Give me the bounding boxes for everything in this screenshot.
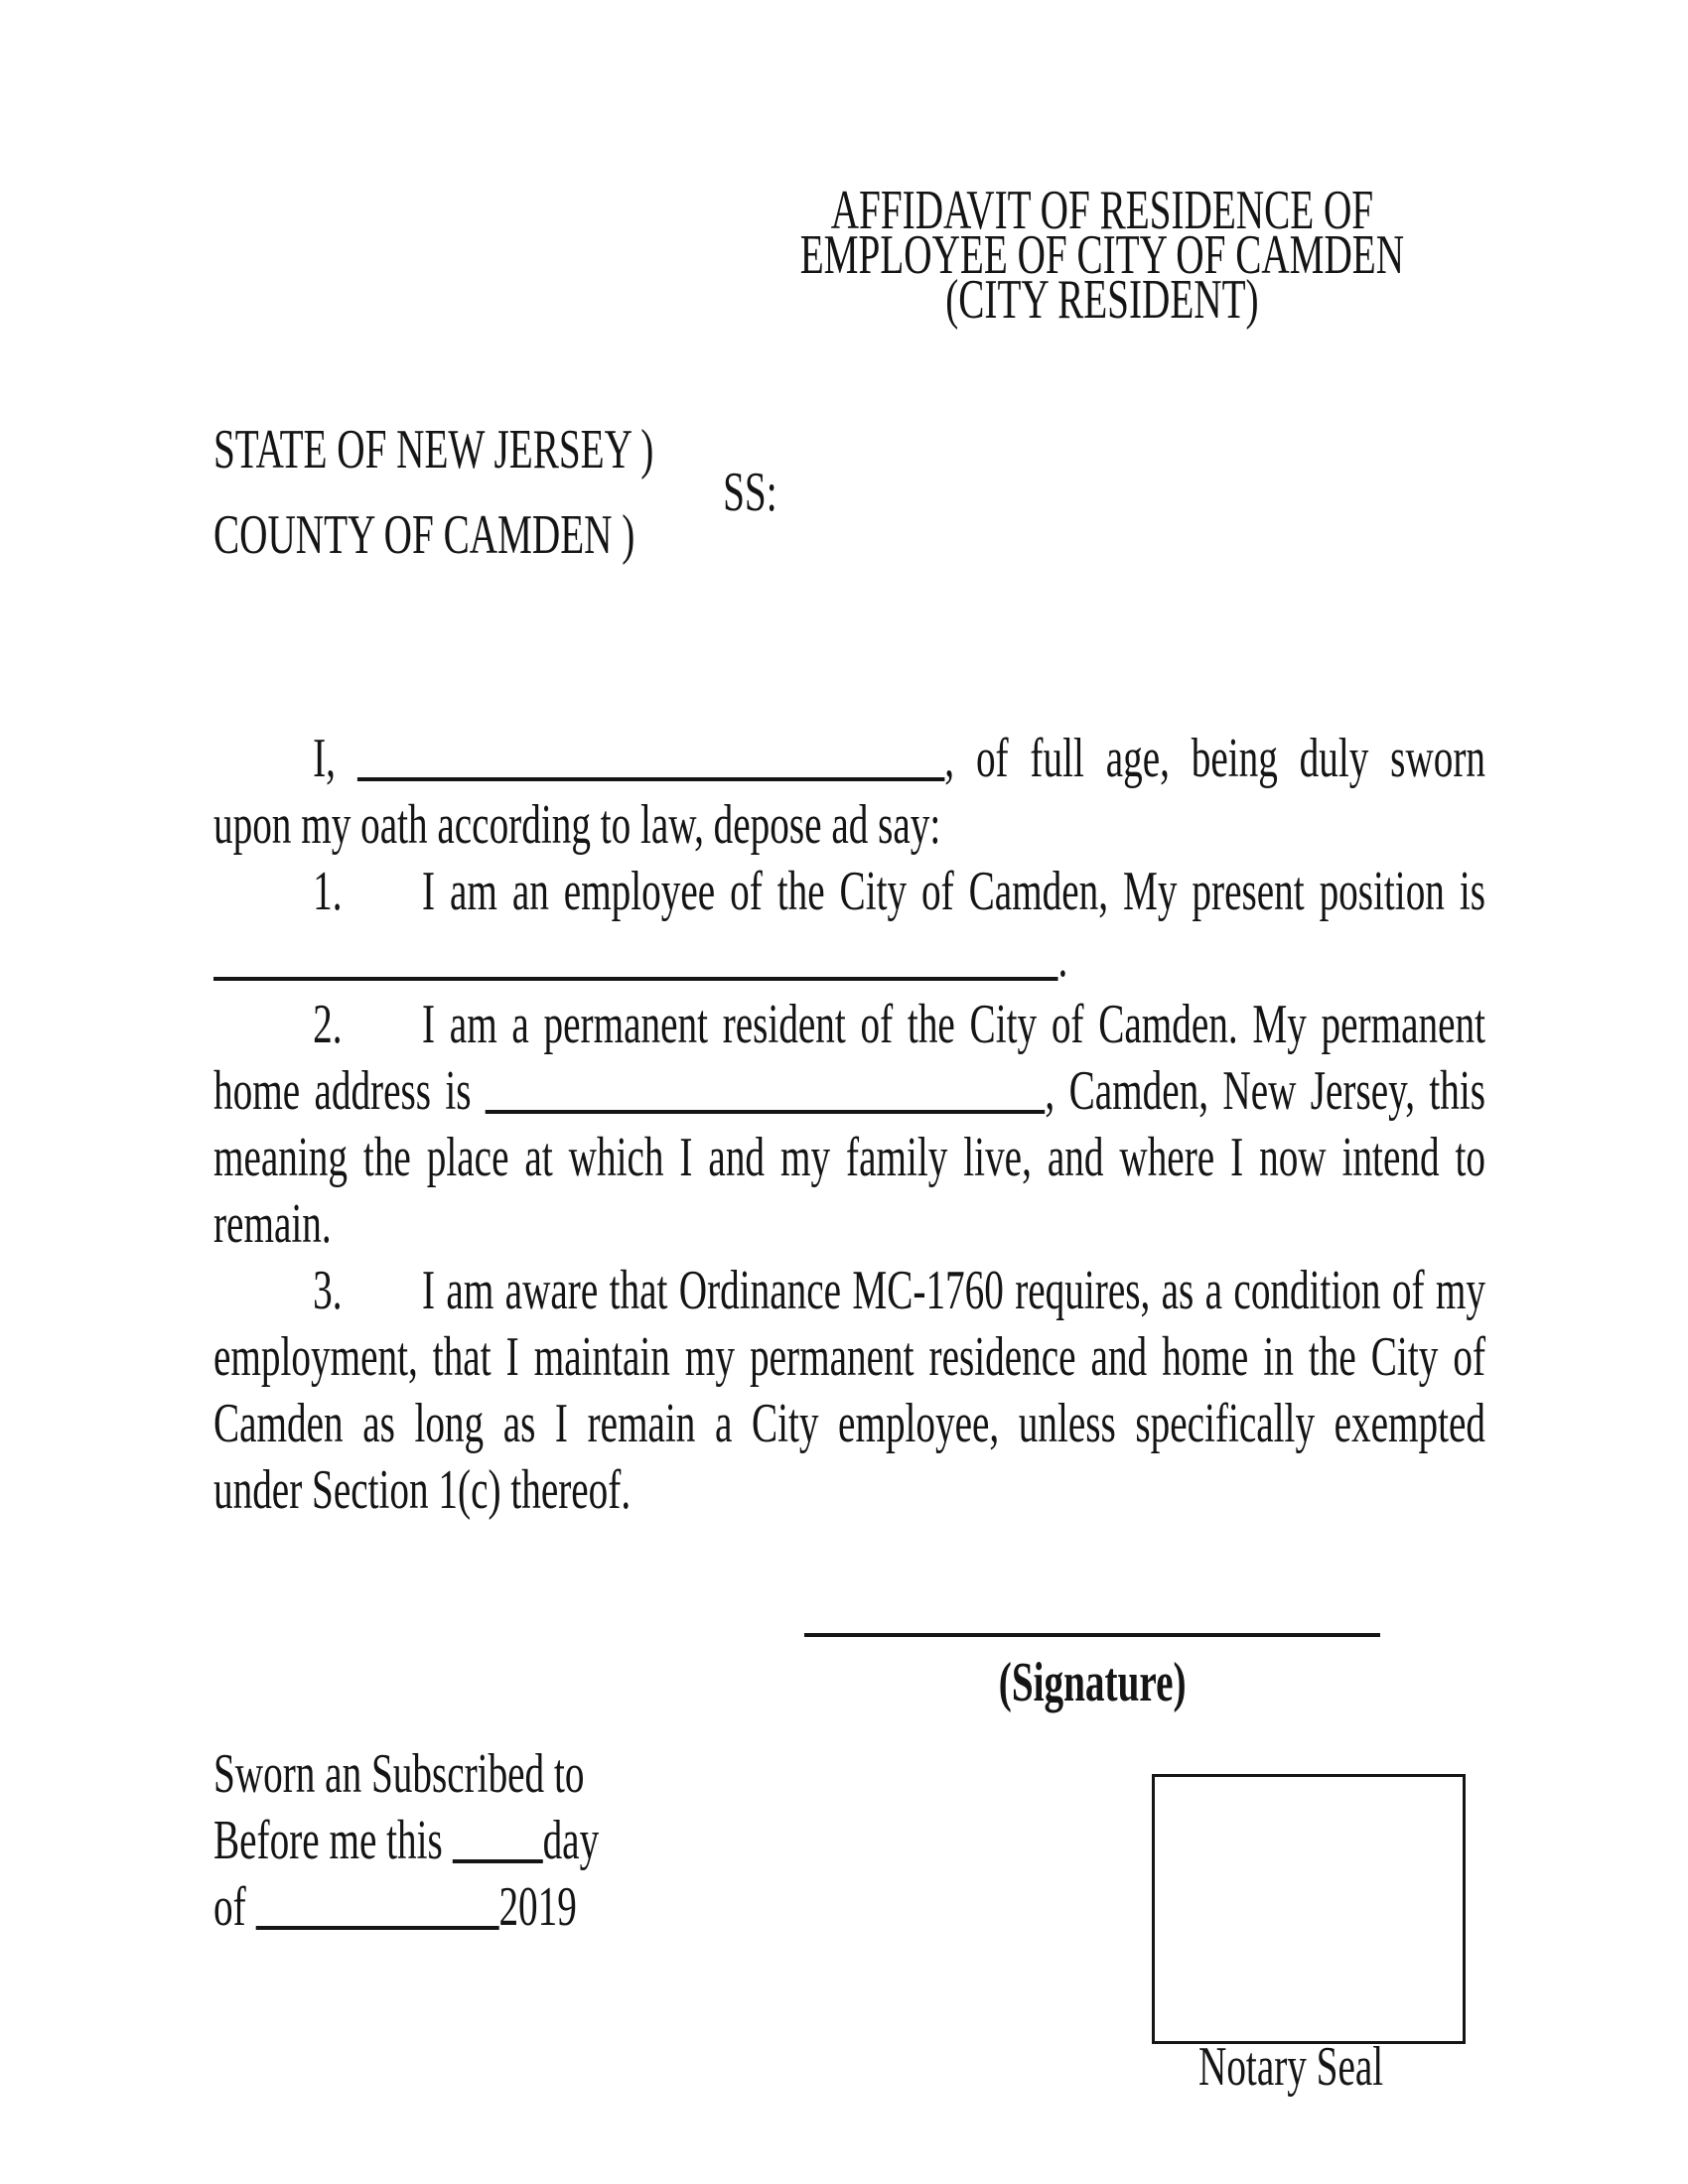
item1-text: I am an employee of the City of Camden, My present position is — [422, 861, 1485, 922]
item2-text-2-pre: home address is — [213, 1060, 472, 1122]
jurat-line-3 — [213, 1874, 839, 1941]
jurat-line2-pre: Before me this — [213, 1810, 443, 1871]
jurat-line-1: Sworn an Subscribed to — [213, 1743, 585, 1805]
affiant-name-blank[interactable] — [357, 775, 945, 781]
position-blank[interactable] — [213, 975, 1058, 981]
item2-text-2-post: , Camden, New Jersey, this — [1045, 1060, 1486, 1122]
ss-abbreviation: SS: — [723, 462, 777, 523]
day-blank[interactable] — [453, 1857, 543, 1863]
item2-line4: remain. — [213, 1193, 332, 1255]
notary-seal-label: Notary Seal — [1198, 2036, 1384, 2098]
item3-number: 3. — [313, 1260, 343, 1321]
item2-number: 2. — [313, 994, 343, 1055]
opening-post: , of full age, being duly sworn — [944, 728, 1486, 789]
item3-line1 — [213, 1258, 1485, 1324]
item1-number: 1. — [313, 861, 343, 922]
jurat-line2-post: day — [542, 1810, 600, 1871]
signature-label: (Signature) — [998, 1652, 1187, 1713]
home-address-blank[interactable] — [486, 1108, 1046, 1114]
jurat-line-2 — [213, 1808, 839, 1874]
signature-line[interactable] — [804, 1633, 1380, 1637]
item3-text-1: I am aware that Ordinance MC-1760 requires, as a condition of my — [422, 1260, 1485, 1321]
title-line-2: EMPLOYEE OF CITY OF CAMDEN — [799, 224, 1405, 286]
item3-line4: under Section 1(c) thereof. — [213, 1459, 632, 1521]
item1-period: . — [1057, 927, 1068, 989]
item2-line3: meaning the place at which I and my family live, and where I now intend to — [213, 1127, 1485, 1188]
document-title — [645, 180, 1559, 331]
venue-state-line: STATE OF NEW JERSEY ) — [213, 419, 654, 480]
venue-county-line: COUNTY OF CAMDEN ) — [213, 504, 635, 566]
item2-text-1: I am a permanent resident of the City of Camden. My permanent — [422, 994, 1485, 1055]
month-blank[interactable] — [255, 1924, 498, 1930]
item1-line1 — [213, 859, 1485, 925]
notary-seal-box — [1152, 1774, 1466, 2044]
affidavit-body — [213, 726, 1485, 1524]
item2-line2 — [213, 1058, 1485, 1125]
venue-block — [213, 419, 1326, 566]
jurat-block — [213, 1741, 839, 1941]
opening-pre: I, — [313, 728, 336, 789]
item1-line2 — [213, 925, 1485, 992]
item3-line2: employment, that I maintain my permanent residence and home in the City of — [213, 1326, 1485, 1388]
jurat-line3-pre: of — [213, 1876, 246, 1938]
title-line-3: (CITY RESIDENT) — [945, 269, 1259, 331]
item3-line3: Camden as long as I remain a City employee, unless specifically exempted — [213, 1393, 1485, 1454]
title-line-1: AFFIDAVIT OF RESIDENCE OF — [830, 180, 1374, 241]
opening-line-2: upon my oath according to law, depose ad say: — [213, 794, 941, 856]
item2-line1 — [213, 992, 1485, 1058]
jurat-line3-post: 2019 — [498, 1876, 577, 1938]
opening-line — [213, 726, 1485, 792]
